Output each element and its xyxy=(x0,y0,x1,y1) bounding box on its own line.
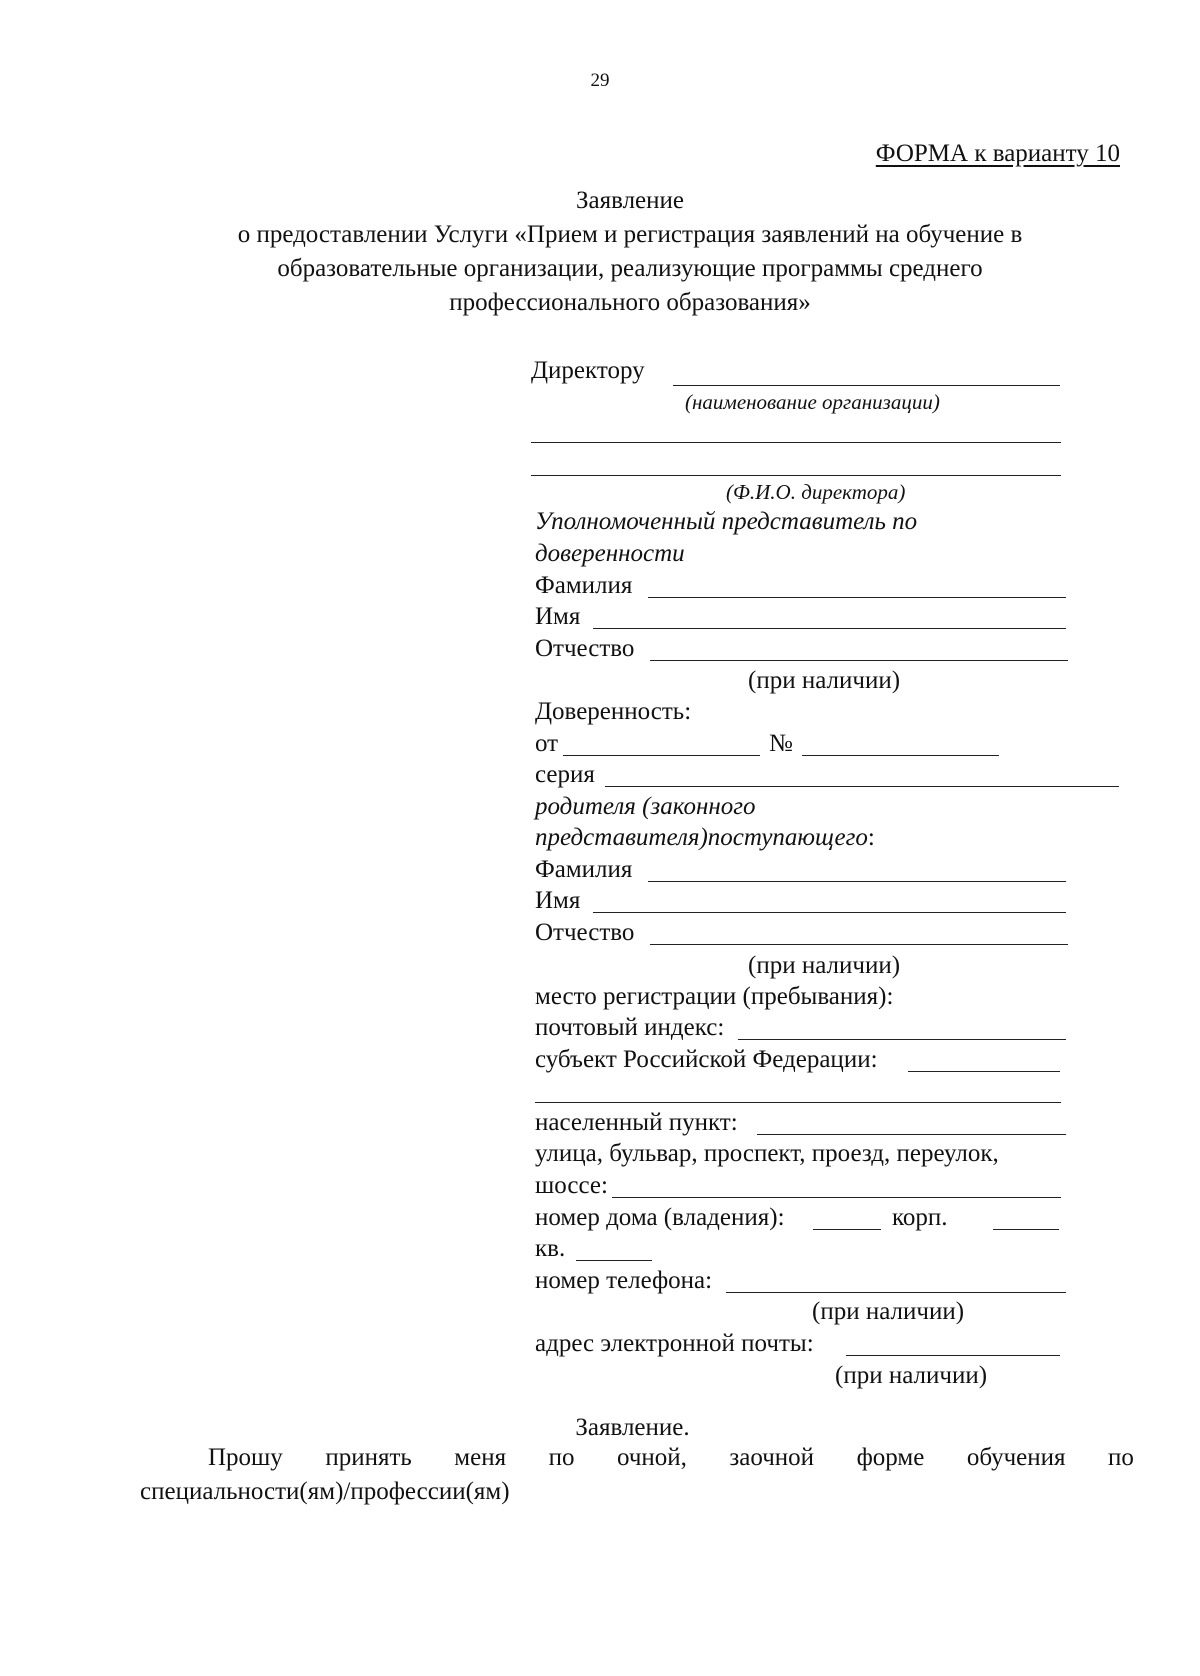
form-variant-label: ФОРМА к варианту 10 xyxy=(875,140,1120,167)
poa-number-label: № xyxy=(769,730,793,757)
page-number: 29 xyxy=(590,70,610,91)
parent-heading-1: родителя (законного xyxy=(535,793,756,820)
service-title-line-1: о предоставлении Услуги «Прием и регистрация заявлений на обучение в xyxy=(237,221,1023,248)
representative-heading-1: Уполномоченный представитель по xyxy=(535,508,918,535)
rep-patronymic-hint: (при наличии) xyxy=(748,667,901,694)
registration-place-label: место регистрации (пребывания): xyxy=(535,983,894,1010)
statement-title: Заявление. xyxy=(575,1414,690,1441)
parent-name-field[interactable] xyxy=(593,912,1066,913)
locality-field[interactable] xyxy=(757,1134,1066,1135)
parent-name-label: Имя xyxy=(535,887,581,914)
statement-word: принять xyxy=(325,1444,412,1471)
rep-name-label: Имя xyxy=(535,603,581,630)
statement-word: форме xyxy=(856,1444,925,1471)
locality-label: населенный пункт: xyxy=(535,1109,738,1136)
email-hint: (при наличии) xyxy=(835,1362,988,1389)
organization-name-hint: (наименование организации) xyxy=(685,390,940,414)
apartment-field[interactable] xyxy=(576,1260,652,1261)
building-label: корп. xyxy=(892,1204,948,1231)
postcode-field[interactable] xyxy=(738,1039,1066,1040)
director-fio-field-1[interactable] xyxy=(531,442,1061,443)
statement-word: Прошу xyxy=(208,1444,283,1471)
house-number-label: номер дома (владения): xyxy=(535,1204,785,1231)
director-label: Директору xyxy=(531,357,645,384)
rep-surname-field[interactable] xyxy=(648,597,1066,598)
parent-surname-label: Фамилия xyxy=(535,856,633,883)
parent-patronymic-field[interactable] xyxy=(650,944,1068,945)
poa-series-field[interactable] xyxy=(605,786,1119,787)
postcode-label: почтовый индекс: xyxy=(535,1014,725,1041)
street-field[interactable] xyxy=(612,1197,1061,1198)
rep-patronymic-field[interactable] xyxy=(650,660,1068,661)
poa-number-field[interactable] xyxy=(802,755,999,756)
parent-patronymic-hint: (при наличии) xyxy=(748,952,901,979)
representative-heading-2: доверенности xyxy=(535,540,685,567)
region-field-2[interactable] xyxy=(535,1102,1061,1103)
poa-date-field[interactable] xyxy=(563,755,760,756)
poa-from-label: от xyxy=(535,730,559,757)
organization-name-field[interactable] xyxy=(673,385,1060,386)
service-title-line-3: профессионального образования» xyxy=(449,289,811,316)
rep-name-field[interactable] xyxy=(593,628,1066,629)
parent-heading-colon: : xyxy=(867,824,875,851)
phone-hint: (при наличии) xyxy=(812,1298,965,1325)
statement-word: по xyxy=(548,1444,575,1471)
statement-word: по xyxy=(1108,1444,1134,1471)
poa-series-label: серия xyxy=(535,761,595,788)
parent-surname-field[interactable] xyxy=(648,881,1066,882)
phone-label: номер телефона: xyxy=(535,1267,713,1294)
statement-word: заочной xyxy=(729,1444,815,1471)
parent-heading-2: представителя)поступающего xyxy=(535,824,868,851)
phone-field[interactable] xyxy=(726,1292,1066,1293)
service-title-line-2: образовательные организации, реализующие программы среднего xyxy=(277,255,983,282)
director-fio-field-2[interactable] xyxy=(531,475,1061,476)
statement-word: обучения xyxy=(966,1444,1066,1471)
statement-word: меня xyxy=(454,1444,507,1471)
director-fio-hint: (Ф.И.О. директора) xyxy=(726,480,906,504)
power-of-attorney-label: Доверенность: xyxy=(535,698,692,725)
parent-heading-2-wrap xyxy=(535,822,875,854)
house-number-field[interactable] xyxy=(813,1229,881,1230)
street-label-1: улица, бульвар, проспект, проезд, переулок, xyxy=(535,1140,999,1167)
email-field[interactable] xyxy=(846,1355,1060,1356)
application-title: Заявление xyxy=(575,187,685,214)
apartment-label: кв. xyxy=(535,1235,566,1262)
statement-line-2: специальности(ям)/профессии(ям) xyxy=(140,1478,510,1505)
rep-patronymic-label: Отчество xyxy=(535,635,635,662)
rep-surname-label: Фамилия xyxy=(535,572,633,599)
statement-line-1 xyxy=(140,1444,1134,1472)
parent-patronymic-label: Отчество xyxy=(535,919,635,946)
building-field[interactable] xyxy=(993,1229,1059,1230)
statement-word: очной, xyxy=(616,1444,687,1471)
street-label-2: шоссе: xyxy=(535,1172,608,1199)
email-label: адрес электронной почты: xyxy=(535,1330,814,1357)
region-field-1[interactable] xyxy=(908,1071,1060,1072)
region-label: субъект Российской Федерации: xyxy=(535,1046,878,1073)
